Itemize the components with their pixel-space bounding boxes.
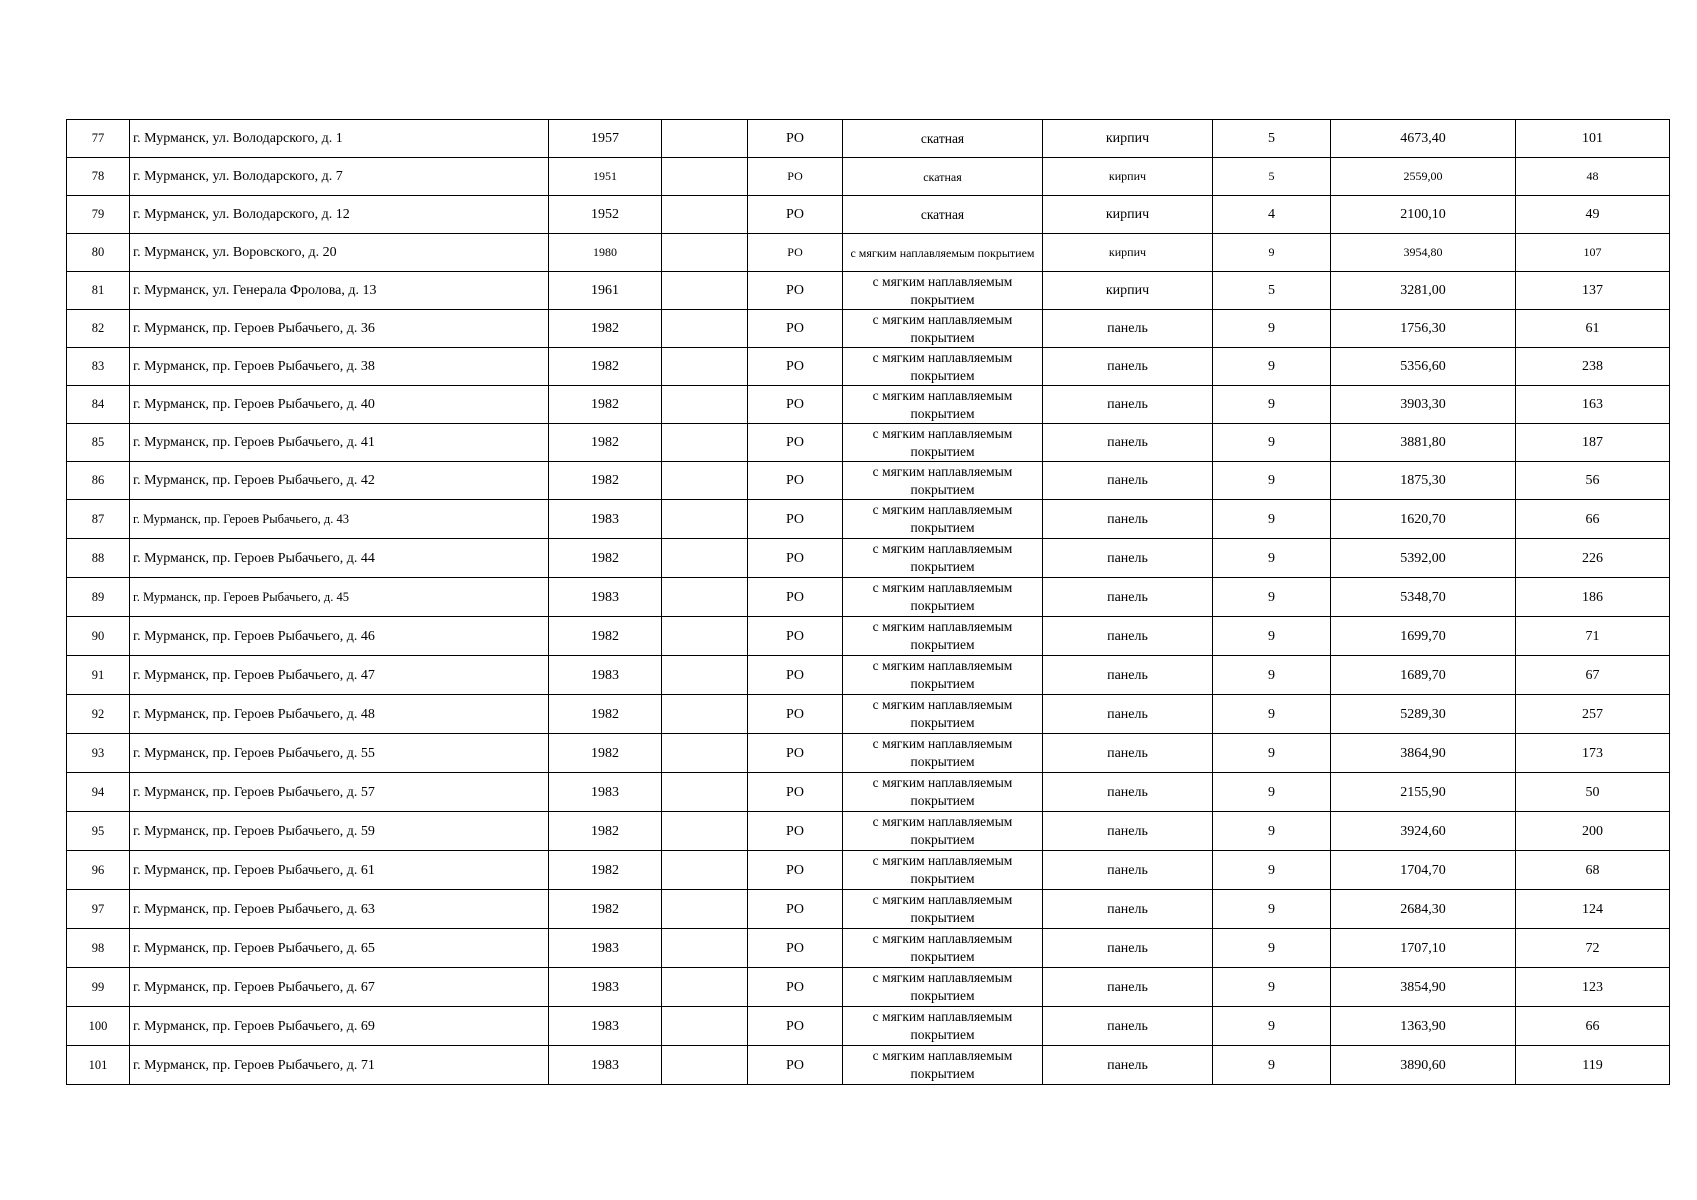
area-cell: 1363,90 xyxy=(1331,1007,1516,1046)
row-number-cell: 99 xyxy=(67,968,130,1007)
fund-type-cell: РО xyxy=(748,1046,843,1085)
wall-material-cell: панель xyxy=(1043,578,1213,617)
table-row xyxy=(67,968,1670,1007)
table-row xyxy=(67,272,1670,310)
address-cell: г. Мурманск, пр. Героев Рыбачьего, д. 67 xyxy=(130,968,549,1007)
roof-type-cell: с мягким наплавляемым покрытием xyxy=(843,851,1043,890)
empty-cell xyxy=(662,656,748,695)
residents-cell: 257 xyxy=(1516,695,1670,734)
table-row xyxy=(67,890,1670,929)
year-built-cell: 1982 xyxy=(549,310,662,348)
roof-type-cell: с мягким наплавляемым покрытием xyxy=(843,386,1043,424)
table-row xyxy=(67,734,1670,773)
wall-material-cell: панель xyxy=(1043,929,1213,968)
wall-material-cell: панель xyxy=(1043,310,1213,348)
fund-type-cell: РО xyxy=(748,929,843,968)
empty-cell xyxy=(662,968,748,1007)
row-number-cell: 96 xyxy=(67,851,130,890)
residents-cell: 101 xyxy=(1516,120,1670,158)
residents-cell: 48 xyxy=(1516,158,1670,196)
fund-type-cell: РО xyxy=(748,812,843,851)
roof-type-cell: с мягким наплавляемым покрытием xyxy=(843,929,1043,968)
empty-cell xyxy=(662,578,748,617)
year-built-cell: 1983 xyxy=(549,500,662,539)
floors-cell: 9 xyxy=(1213,773,1331,812)
residents-cell: 186 xyxy=(1516,578,1670,617)
fund-type-cell: РО xyxy=(748,1007,843,1046)
row-number-cell: 88 xyxy=(67,539,130,578)
address-cell: г. Мурманск, пр. Героев Рыбачьего, д. 41 xyxy=(130,424,549,462)
wall-material-cell: панель xyxy=(1043,348,1213,386)
area-cell: 5289,30 xyxy=(1331,695,1516,734)
residents-cell: 56 xyxy=(1516,462,1670,500)
residents-cell: 238 xyxy=(1516,348,1670,386)
wall-material-cell: панель xyxy=(1043,734,1213,773)
roof-type-cell: скатная xyxy=(843,196,1043,234)
wall-material-cell: кирпич xyxy=(1043,272,1213,310)
area-cell: 5348,70 xyxy=(1331,578,1516,617)
floors-cell: 9 xyxy=(1213,890,1331,929)
residents-cell: 66 xyxy=(1516,1007,1670,1046)
area-cell: 2100,10 xyxy=(1331,196,1516,234)
empty-cell xyxy=(662,812,748,851)
empty-cell xyxy=(662,234,748,272)
floors-cell: 9 xyxy=(1213,1007,1331,1046)
year-built-cell: 1982 xyxy=(549,462,662,500)
residents-cell: 200 xyxy=(1516,812,1670,851)
empty-cell xyxy=(662,734,748,773)
fund-type-cell: РО xyxy=(748,120,843,158)
residents-cell: 187 xyxy=(1516,424,1670,462)
area-cell: 3864,90 xyxy=(1331,734,1516,773)
table-row xyxy=(67,424,1670,462)
fund-type-cell: РО xyxy=(748,968,843,1007)
address-cell: г. Мурманск, пр. Героев Рыбачьего, д. 40 xyxy=(130,386,549,424)
floors-cell: 9 xyxy=(1213,424,1331,462)
area-cell: 1875,30 xyxy=(1331,462,1516,500)
floors-cell: 9 xyxy=(1213,386,1331,424)
fund-type-cell: РО xyxy=(748,348,843,386)
year-built-cell: 1982 xyxy=(549,695,662,734)
empty-cell xyxy=(662,424,748,462)
fund-type-cell: РО xyxy=(748,539,843,578)
wall-material-cell: панель xyxy=(1043,1007,1213,1046)
roof-type-cell: с мягким наплавляемым покрытием xyxy=(843,539,1043,578)
floors-cell: 5 xyxy=(1213,272,1331,310)
year-built-cell: 1961 xyxy=(549,272,662,310)
table-row xyxy=(67,158,1670,196)
roof-type-cell: с мягким наплавляемым покрытием xyxy=(843,272,1043,310)
residents-cell: 66 xyxy=(1516,500,1670,539)
fund-type-cell: РО xyxy=(748,386,843,424)
table-row xyxy=(67,120,1670,158)
year-built-cell: 1957 xyxy=(549,120,662,158)
address-cell: г. Мурманск, пр. Героев Рыбачьего, д. 42 xyxy=(130,462,549,500)
residents-cell: 123 xyxy=(1516,968,1670,1007)
table-row xyxy=(67,812,1670,851)
fund-type-cell: РО xyxy=(748,196,843,234)
table-row xyxy=(67,348,1670,386)
row-number-cell: 86 xyxy=(67,462,130,500)
residents-cell: 107 xyxy=(1516,234,1670,272)
row-number-cell: 101 xyxy=(67,1046,130,1085)
wall-material-cell: панель xyxy=(1043,539,1213,578)
floors-cell: 5 xyxy=(1213,120,1331,158)
table-row xyxy=(67,695,1670,734)
wall-material-cell: панель xyxy=(1043,656,1213,695)
floors-cell: 9 xyxy=(1213,968,1331,1007)
table-row xyxy=(67,462,1670,500)
row-number-cell: 94 xyxy=(67,773,130,812)
address-cell: г. Мурманск, пр. Героев Рыбачьего, д. 61 xyxy=(130,851,549,890)
table-row xyxy=(67,851,1670,890)
address-cell: г. Мурманск, пр. Героев Рыбачьего, д. 69 xyxy=(130,1007,549,1046)
residents-cell: 124 xyxy=(1516,890,1670,929)
floors-cell: 9 xyxy=(1213,310,1331,348)
year-built-cell: 1982 xyxy=(549,539,662,578)
year-built-cell: 1982 xyxy=(549,386,662,424)
table-row xyxy=(67,500,1670,539)
address-cell: г. Мурманск, пр. Героев Рыбачьего, д. 57 xyxy=(130,773,549,812)
roof-type-cell: с мягким наплавляемым покрытием xyxy=(843,348,1043,386)
table-row xyxy=(67,929,1670,968)
roof-type-cell: с мягким наплавляемым покрытием xyxy=(843,234,1043,272)
floors-cell: 9 xyxy=(1213,812,1331,851)
address-cell: г. Мурманск, пр. Героев Рыбачьего, д. 55 xyxy=(130,734,549,773)
floors-cell: 9 xyxy=(1213,617,1331,656)
roof-type-cell: с мягким наплавляемым покрытием xyxy=(843,1046,1043,1085)
floors-cell: 9 xyxy=(1213,734,1331,773)
row-number-cell: 79 xyxy=(67,196,130,234)
wall-material-cell: панель xyxy=(1043,812,1213,851)
address-cell: г. Мурманск, пр. Героев Рыбачьего, д. 65 xyxy=(130,929,549,968)
wall-material-cell: панель xyxy=(1043,617,1213,656)
address-cell: г. Мурманск, пр. Героев Рыбачьего, д. 46 xyxy=(130,617,549,656)
residents-cell: 61 xyxy=(1516,310,1670,348)
roof-type-cell: с мягким наплавляемым покрытием xyxy=(843,734,1043,773)
residents-cell: 173 xyxy=(1516,734,1670,773)
row-number-cell: 95 xyxy=(67,812,130,851)
wall-material-cell: панель xyxy=(1043,968,1213,1007)
roof-type-cell: скатная xyxy=(843,120,1043,158)
row-number-cell: 93 xyxy=(67,734,130,773)
year-built-cell: 1982 xyxy=(549,734,662,773)
floors-cell: 9 xyxy=(1213,851,1331,890)
area-cell: 2559,00 xyxy=(1331,158,1516,196)
wall-material-cell: панель xyxy=(1043,1046,1213,1085)
year-built-cell: 1983 xyxy=(549,656,662,695)
row-number-cell: 85 xyxy=(67,424,130,462)
residents-cell: 163 xyxy=(1516,386,1670,424)
residents-cell: 50 xyxy=(1516,773,1670,812)
address-cell: г. Мурманск, пр. Героев Рыбачьего, д. 47 xyxy=(130,656,549,695)
fund-type-cell: РО xyxy=(748,851,843,890)
year-built-cell: 1980 xyxy=(549,234,662,272)
empty-cell xyxy=(662,310,748,348)
row-number-cell: 80 xyxy=(67,234,130,272)
empty-cell xyxy=(662,158,748,196)
empty-cell xyxy=(662,617,748,656)
row-number-cell: 84 xyxy=(67,386,130,424)
roof-type-cell: с мягким наплавляемым покрытием xyxy=(843,500,1043,539)
floors-cell: 9 xyxy=(1213,656,1331,695)
row-number-cell: 77 xyxy=(67,120,130,158)
empty-cell xyxy=(662,929,748,968)
table-row xyxy=(67,773,1670,812)
year-built-cell: 1982 xyxy=(549,812,662,851)
fund-type-cell: РО xyxy=(748,773,843,812)
year-built-cell: 1983 xyxy=(549,773,662,812)
roof-type-cell: скатная xyxy=(843,158,1043,196)
empty-cell xyxy=(662,348,748,386)
row-number-cell: 100 xyxy=(67,1007,130,1046)
table-row xyxy=(67,578,1670,617)
empty-cell xyxy=(662,773,748,812)
empty-cell xyxy=(662,1046,748,1085)
wall-material-cell: панель xyxy=(1043,773,1213,812)
address-cell: г. Мурманск, пр. Героев Рыбачьего, д. 45 xyxy=(130,578,549,617)
year-built-cell: 1983 xyxy=(549,1046,662,1085)
floors-cell: 9 xyxy=(1213,500,1331,539)
empty-cell xyxy=(662,120,748,158)
wall-material-cell: панель xyxy=(1043,386,1213,424)
row-number-cell: 97 xyxy=(67,890,130,929)
empty-cell xyxy=(662,500,748,539)
address-cell: г. Мурманск, пр. Героев Рыбачьего, д. 43 xyxy=(130,500,549,539)
address-cell: г. Мурманск, ул. Володарского, д. 12 xyxy=(130,196,549,234)
table-row xyxy=(67,234,1670,272)
area-cell: 1699,70 xyxy=(1331,617,1516,656)
address-cell: г. Мурманск, ул. Володарского, д. 7 xyxy=(130,158,549,196)
area-cell: 3854,90 xyxy=(1331,968,1516,1007)
address-cell: г. Мурманск, пр. Героев Рыбачьего, д. 36 xyxy=(130,310,549,348)
year-built-cell: 1983 xyxy=(549,968,662,1007)
area-cell: 4673,40 xyxy=(1331,120,1516,158)
table-row xyxy=(67,1046,1670,1085)
wall-material-cell: кирпич xyxy=(1043,234,1213,272)
roof-type-cell: с мягким наплавляемым покрытием xyxy=(843,812,1043,851)
empty-cell xyxy=(662,851,748,890)
fund-type-cell: РО xyxy=(748,656,843,695)
roof-type-cell: с мягким наплавляемым покрытием xyxy=(843,617,1043,656)
fund-type-cell: РО xyxy=(748,734,843,773)
floors-cell: 9 xyxy=(1213,929,1331,968)
floors-cell: 4 xyxy=(1213,196,1331,234)
floors-cell: 9 xyxy=(1213,578,1331,617)
table-row xyxy=(67,310,1670,348)
floors-cell: 9 xyxy=(1213,462,1331,500)
empty-cell xyxy=(662,196,748,234)
row-number-cell: 87 xyxy=(67,500,130,539)
empty-cell xyxy=(662,695,748,734)
address-cell: г. Мурманск, пр. Героев Рыбачьего, д. 59 xyxy=(130,812,549,851)
floors-cell: 9 xyxy=(1213,348,1331,386)
wall-material-cell: кирпич xyxy=(1043,158,1213,196)
floors-cell: 9 xyxy=(1213,539,1331,578)
year-built-cell: 1982 xyxy=(549,890,662,929)
roof-type-cell: с мягким наплавляемым покрытием xyxy=(843,656,1043,695)
floors-cell: 5 xyxy=(1213,158,1331,196)
empty-cell xyxy=(662,1007,748,1046)
roof-type-cell: с мягким наплавляемым покрытием xyxy=(843,310,1043,348)
roof-type-cell: с мягким наплавляемым покрытием xyxy=(843,578,1043,617)
empty-cell xyxy=(662,462,748,500)
row-number-cell: 90 xyxy=(67,617,130,656)
row-number-cell: 91 xyxy=(67,656,130,695)
year-built-cell: 1983 xyxy=(549,578,662,617)
area-cell: 3281,00 xyxy=(1331,272,1516,310)
floors-cell: 9 xyxy=(1213,234,1331,272)
year-built-cell: 1982 xyxy=(549,348,662,386)
wall-material-cell: панель xyxy=(1043,462,1213,500)
year-built-cell: 1951 xyxy=(549,158,662,196)
fund-type-cell: РО xyxy=(748,272,843,310)
area-cell: 2155,90 xyxy=(1331,773,1516,812)
roof-type-cell: с мягким наплавляемым покрытием xyxy=(843,695,1043,734)
row-number-cell: 81 xyxy=(67,272,130,310)
table-row xyxy=(67,196,1670,234)
row-number-cell: 89 xyxy=(67,578,130,617)
address-cell: г. Мурманск, ул. Генерала Фролова, д. 13 xyxy=(130,272,549,310)
year-built-cell: 1982 xyxy=(549,424,662,462)
address-cell: г. Мурманск, пр. Героев Рыбачьего, д. 71 xyxy=(130,1046,549,1085)
wall-material-cell: панель xyxy=(1043,424,1213,462)
row-number-cell: 98 xyxy=(67,929,130,968)
fund-type-cell: РО xyxy=(748,500,843,539)
wall-material-cell: панель xyxy=(1043,500,1213,539)
residents-cell: 68 xyxy=(1516,851,1670,890)
roof-type-cell: с мягким наплавляемым покрытием xyxy=(843,968,1043,1007)
floors-cell: 9 xyxy=(1213,1046,1331,1085)
address-cell: г. Мурманск, ул. Володарского, д. 1 xyxy=(130,120,549,158)
area-cell: 1707,10 xyxy=(1331,929,1516,968)
empty-cell xyxy=(662,272,748,310)
fund-type-cell: РО xyxy=(748,617,843,656)
wall-material-cell: кирпич xyxy=(1043,120,1213,158)
table-row xyxy=(67,617,1670,656)
empty-cell xyxy=(662,890,748,929)
residents-cell: 226 xyxy=(1516,539,1670,578)
residents-cell: 71 xyxy=(1516,617,1670,656)
residents-cell: 72 xyxy=(1516,929,1670,968)
empty-cell xyxy=(662,386,748,424)
year-built-cell: 1983 xyxy=(549,1007,662,1046)
fund-type-cell: РО xyxy=(748,158,843,196)
area-cell: 1620,70 xyxy=(1331,500,1516,539)
row-number-cell: 92 xyxy=(67,695,130,734)
area-cell: 3924,60 xyxy=(1331,812,1516,851)
floors-cell: 9 xyxy=(1213,695,1331,734)
fund-type-cell: РО xyxy=(748,234,843,272)
residents-cell: 49 xyxy=(1516,196,1670,234)
wall-material-cell: панель xyxy=(1043,890,1213,929)
year-built-cell: 1982 xyxy=(549,851,662,890)
fund-type-cell: РО xyxy=(748,890,843,929)
year-built-cell: 1983 xyxy=(549,929,662,968)
area-cell: 3903,30 xyxy=(1331,386,1516,424)
residents-cell: 67 xyxy=(1516,656,1670,695)
area-cell: 2684,30 xyxy=(1331,890,1516,929)
roof-type-cell: с мягким наплавляемым покрытием xyxy=(843,773,1043,812)
area-cell: 1704,70 xyxy=(1331,851,1516,890)
area-cell: 1689,70 xyxy=(1331,656,1516,695)
area-cell: 5392,00 xyxy=(1331,539,1516,578)
wall-material-cell: панель xyxy=(1043,851,1213,890)
area-cell: 3890,60 xyxy=(1331,1046,1516,1085)
area-cell: 3881,80 xyxy=(1331,424,1516,462)
row-number-cell: 78 xyxy=(67,158,130,196)
address-cell: г. Мурманск, ул. Воровского, д. 20 xyxy=(130,234,549,272)
table-row xyxy=(67,386,1670,424)
empty-cell xyxy=(662,539,748,578)
row-number-cell: 83 xyxy=(67,348,130,386)
roof-type-cell: с мягким наплавляемым покрытием xyxy=(843,890,1043,929)
wall-material-cell: кирпич xyxy=(1043,196,1213,234)
row-number-cell: 82 xyxy=(67,310,130,348)
year-built-cell: 1982 xyxy=(549,617,662,656)
roof-type-cell: с мягким наплавляемым покрытием xyxy=(843,424,1043,462)
address-cell: г. Мурманск, пр. Героев Рыбачьего, д. 38 xyxy=(130,348,549,386)
wall-material-cell: панель xyxy=(1043,695,1213,734)
area-cell: 3954,80 xyxy=(1331,234,1516,272)
address-cell: г. Мурманск, пр. Героев Рыбачьего, д. 63 xyxy=(130,890,549,929)
table-row xyxy=(67,1007,1670,1046)
year-built-cell: 1952 xyxy=(549,196,662,234)
housing-register-table xyxy=(66,119,1670,1085)
residents-cell: 119 xyxy=(1516,1046,1670,1085)
area-cell: 5356,60 xyxy=(1331,348,1516,386)
fund-type-cell: РО xyxy=(748,424,843,462)
roof-type-cell: с мягким наплавляемым покрытием xyxy=(843,462,1043,500)
roof-type-cell: с мягким наплавляемым покрытием xyxy=(843,1007,1043,1046)
residents-cell: 137 xyxy=(1516,272,1670,310)
address-cell: г. Мурманск, пр. Героев Рыбачьего, д. 48 xyxy=(130,695,549,734)
area-cell: 1756,30 xyxy=(1331,310,1516,348)
fund-type-cell: РО xyxy=(748,310,843,348)
fund-type-cell: РО xyxy=(748,462,843,500)
address-cell: г. Мурманск, пр. Героев Рыбачьего, д. 44 xyxy=(130,539,549,578)
table-row xyxy=(67,539,1670,578)
table-row xyxy=(67,656,1670,695)
fund-type-cell: РО xyxy=(748,578,843,617)
fund-type-cell: РО xyxy=(748,695,843,734)
